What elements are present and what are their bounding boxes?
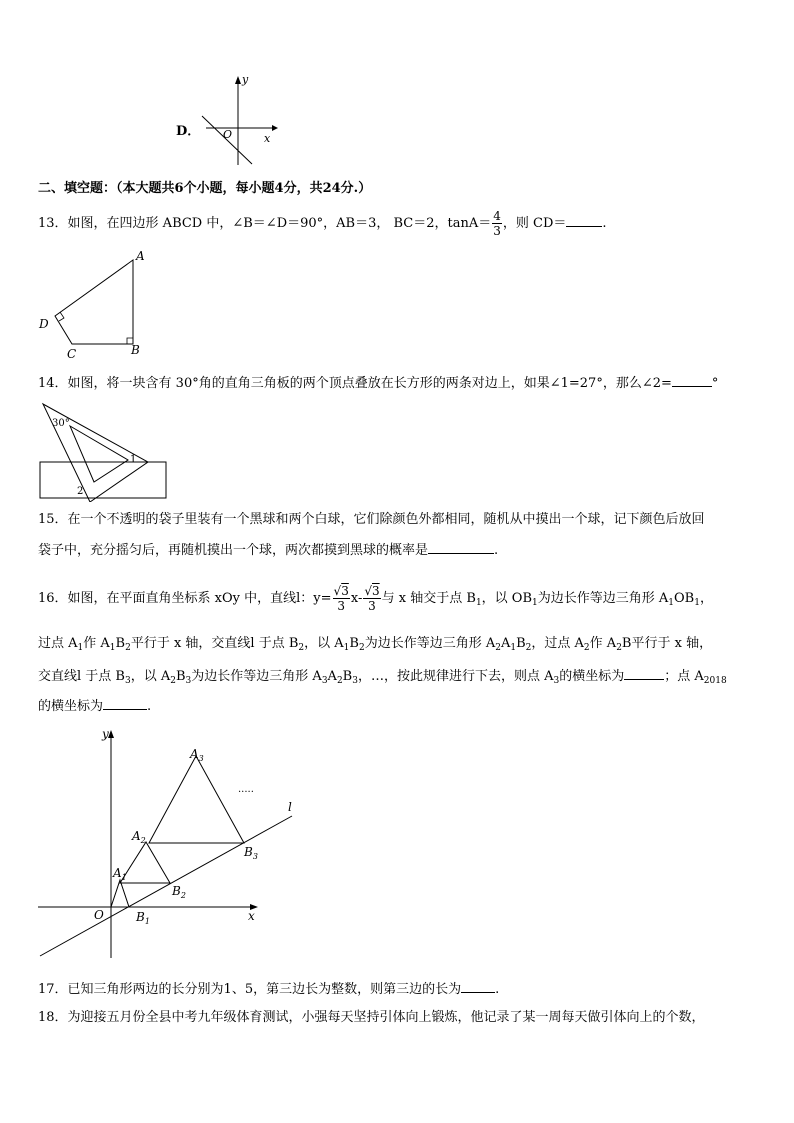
label-d: D [39, 317, 49, 331]
label-b: B [131, 343, 140, 357]
q13-part2: ，则 CD＝ [502, 216, 567, 231]
q16-line3: 交直线l 于点 $B_3$，以 $A_2B_3$为边长作等边三角形 $A_3A_2B_3$，…，按此规律进行下去，则点 $A_3$的横坐标为 ；点 $A_{2018}$ [38, 669, 727, 686]
option-d-graph [196, 70, 286, 170]
q14-figure [38, 398, 170, 502]
label-a1: $A_1$ [113, 866, 127, 882]
q16-part-a: 16．如图，在平面直角坐标系 xOy 中，直线l：y= [38, 591, 332, 606]
label-y: y [102, 727, 109, 741]
q15-part2: 袋子中，充分摇匀后，再随机摸出一个球，两次都摸到黑球的概率是 [38, 543, 429, 558]
label-a2: $A_2$ [132, 829, 146, 845]
q14-text [38, 374, 718, 392]
option-d-label: D． [176, 124, 201, 139]
label-b2: $B_2$ [172, 884, 186, 900]
q16-line2: 过点 $A_1$作 $A_1B_2$平行于 x 轴，交直线l 于点 $B_2$，以 $A_1B_2$为边长作等边三角形 $A_2A_1B_2$，过点 $A_2$作 $A_2B$平行于 x 轴， [38, 636, 713, 653]
x-axis-arrow [272, 125, 278, 131]
section-heading: 二、填空题：（本大题共6个小题，每小题4分，共24分.） [38, 181, 372, 196]
q13-end: . [602, 216, 607, 231]
q16-line4: 的横坐标为 . [38, 699, 152, 714]
y-axis-arrow [235, 76, 241, 84]
label-o: O [223, 128, 233, 141]
q16-answer-blank-2 [103, 697, 147, 710]
q15-answer-blank [428, 541, 494, 554]
q13-figure [36, 248, 156, 360]
q18-text: 18．为迎接五月份全县中考九年级体育测试，小强每天坚持引体向上锻炼，他记录了某一周每天做引体向上的个数， [38, 1010, 705, 1025]
q13-part1: 13．如图，在四边形 ABCD 中，∠B＝∠D＝90°，AB＝3， BC＝2，tanA＝ [38, 216, 492, 231]
right-angle-d [59, 312, 64, 321]
q13-answer-blank [566, 214, 602, 227]
label-b1: $B_1$ [136, 910, 150, 926]
angle-2-label: 2 [77, 486, 84, 497]
y-axis-arrow [108, 730, 114, 738]
q14-part1: 14．如图，将一块含有 30°角的直角三角板的两个顶点叠放在长方形的两条对边上，如果∠1=27°，那么∠2= [38, 376, 672, 391]
line-l [40, 816, 292, 956]
angle-1-label: 1 [130, 454, 137, 465]
label-c: C [67, 347, 77, 360]
label-b3: $B_3$ [244, 845, 258, 861]
label-o: O [94, 908, 104, 922]
q16-frac2: $\frac{√3}{3}$ [364, 584, 380, 613]
triangle-3 [149, 756, 244, 843]
q16-part-d: ，以 OB [481, 591, 533, 606]
q17-text: 17．已知三角形两边的长分别为1、5，第三边长为整数，则第三边的长为 . [38, 982, 500, 997]
q17-answer-blank [461, 980, 495, 993]
q16-answer-blank-1 [624, 667, 664, 680]
q15-end: . [494, 543, 499, 558]
label-dots: ..... [238, 784, 254, 795]
triangle-1 [111, 880, 129, 907]
label-a3: $A_3$ [190, 747, 204, 763]
angle-30-label: 30° [52, 418, 70, 429]
q13-text [38, 209, 607, 239]
q16-part-f: OB [674, 591, 695, 606]
q15-line1: 15．在一个不透明的袋子里装有一个黑球和两个白球，它们除颜色外都相同，随机从中摸出一个球，记下颜色后放回 [38, 512, 705, 527]
q14-end: ° [711, 376, 719, 391]
q14-answer-blank [672, 374, 712, 387]
q15-line2 [38, 541, 498, 559]
label-x: x [264, 132, 271, 145]
q13-fraction: $\frac{4}{3}$ [493, 209, 501, 238]
q16-line1: 16．如图，在平面直角坐标系 xOy 中，直线l：y= $\frac{√3}{3}$ x- $\frac{√3}{3}$ 与 x 轴交于点 $B_1$，以 $OB_1$为边长作等边三角形 $A_1OB_1$， [38, 584, 713, 613]
q16-frac1: $\frac{√3}{3}$ [333, 584, 349, 613]
quadrilateral [55, 260, 133, 344]
q16-figure [36, 722, 306, 962]
q16-part-e: 为边长作等边三角形 A [537, 591, 669, 606]
label-l: l [288, 800, 292, 814]
triangle-2 [120, 842, 170, 883]
label-a: A [136, 249, 145, 263]
q16-part-g: ， [699, 591, 713, 606]
label-y: y [242, 73, 249, 86]
label-x: x [248, 909, 255, 923]
q16-part-c: 与 x 轴交于点 B [381, 591, 476, 606]
q16-part-b: x- [350, 591, 363, 606]
